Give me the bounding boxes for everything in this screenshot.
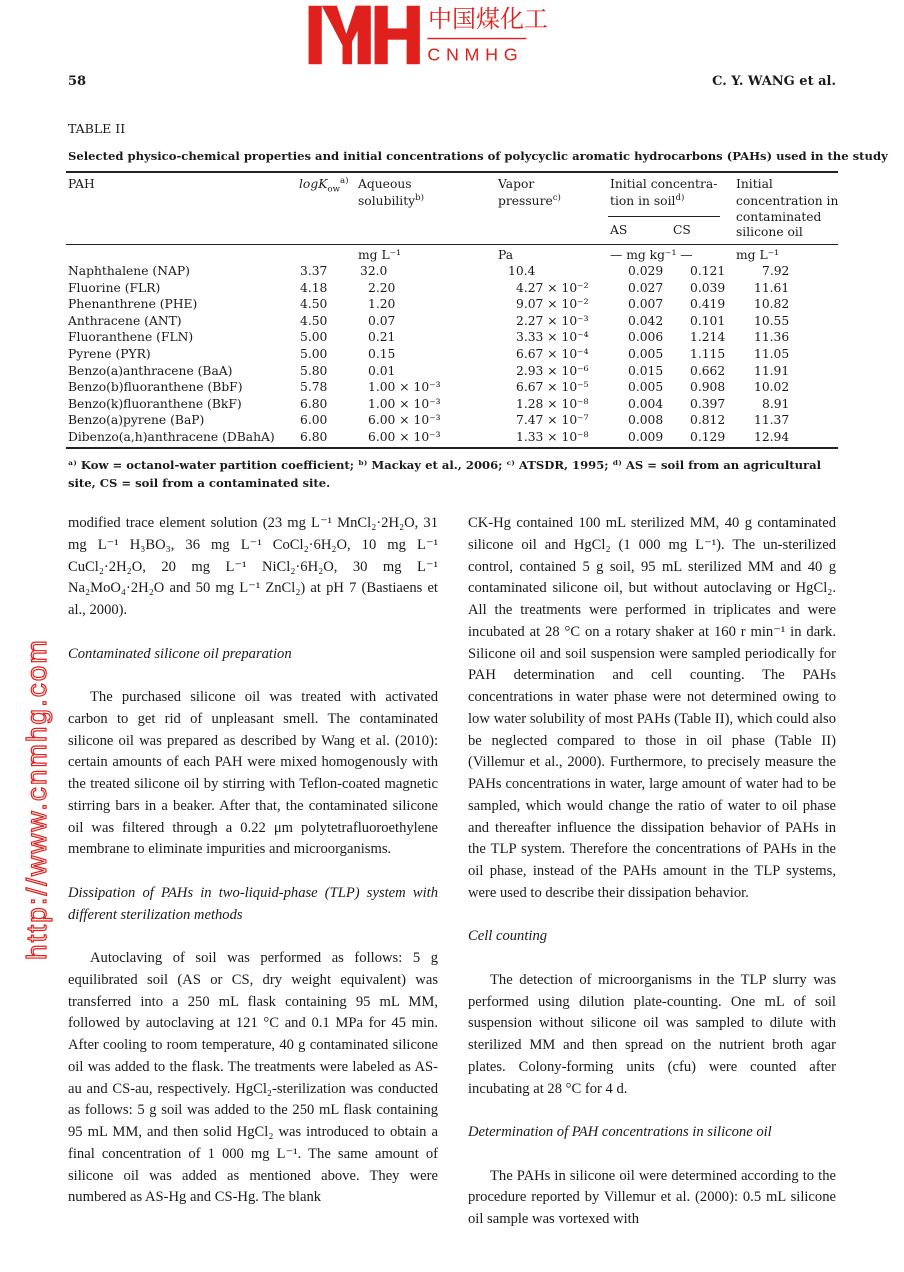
col-header-initial-soil (610, 176, 717, 210)
cell-as: 0.027 (628, 280, 664, 295)
paragraph: The detection of microorganisms in the TLP slurry was performed using dilution plate-counting. One mL of soil suspension without silicone oil was sampled to dilute with sterilized MM and then spread on the nutrient broth agar plates. Colony-forming units (cfu) were counted after incubating at 28 °C for 4 d. (468, 971, 836, 1097)
initial-oil-line-3: contaminated (736, 210, 822, 224)
logkow-sup: a) (339, 175, 349, 186)
running-author: C. Y. WANG et al. (712, 74, 836, 89)
cell-cs: 0.039 (690, 280, 726, 295)
cell-pah: Fluoranthene (FLN) (68, 330, 194, 345)
cell-oil: 10.82 (754, 297, 790, 312)
left-column (68, 513, 438, 1209)
vapor-sup: c) (552, 192, 561, 203)
cell-oil: 11.36 (754, 330, 790, 345)
cell-aq: 1.00 × 10⁻³ (368, 380, 441, 395)
table-footnote: ᵃ⁾ Kow = octanol-water partition coefficient; ᵇ⁾ Mackay et al., 2006; ᶜ⁾ ATSDR, 1995; ᵈ⁾ AS = soil from an agricultural site, CS = soil from a contaminated site. (68, 458, 822, 490)
cell-pah: Benzo(b)fluoranthene (BbF) (68, 380, 243, 395)
cell-vp: 1.33 × 10⁻⁸ (516, 429, 589, 444)
cell-as: 0.009 (628, 429, 664, 444)
logo-chinese-text: 中国煤化工 (428, 5, 548, 33)
col-header-vapor (498, 176, 561, 210)
cell-as: 0.029 (628, 264, 664, 278)
cell-cs: 0.397 (690, 396, 726, 411)
table-row (66, 313, 822, 330)
paragraph: The purchased silicone oil was treated with activated carbon to get rid of unpleasant smell. The contaminated silicone oil was prepared as described by Wang et al. (2010): certain amounts of each PAH were mixed homogenously with the treated silicone oil by stirring with Teflon-coated magnetic stirring bars in a beaker. After that, the contaminated silicone oil was filtered through a 0.22 μm polytetrafluoroethylene membrane to eliminate impurities and microorganisms. (68, 689, 438, 858)
cell-vp: 2.27 × 10⁻³ (516, 313, 589, 328)
vapor-line-1: Vapor (498, 177, 535, 191)
cell-aq: 0.21 (368, 330, 396, 345)
cell-logkow: 4.50 (300, 313, 328, 328)
col-header-as: AS (610, 223, 628, 237)
cell-cs: 0.812 (690, 413, 726, 428)
paragraph: The PAHs in silicone oil were determined according to the procedure reported by Villemur et al. (2000): 0.5 mL silicone oil sample was vortexed with (468, 1167, 836, 1227)
vapor-label: pressure (498, 194, 553, 208)
cell-aq: 1.00 × 10⁻³ (368, 396, 441, 411)
cell-oil: 7.92 (762, 264, 790, 278)
section-heading: Cell counting (468, 928, 548, 945)
table-row (66, 429, 822, 446)
cell-oil: 11.37 (754, 413, 790, 428)
cell-vp: 9.07 × 10⁻² (516, 297, 589, 312)
cell-pah: Benzo(a)anthracene (BaA) (68, 363, 233, 378)
initial-soil-label: tion in soil (610, 194, 676, 208)
url-watermark (0, 0, 60, 1272)
cell-cs: 0.908 (690, 380, 726, 395)
cell-oil: 11.91 (754, 363, 790, 378)
logkow-sub: ow (327, 184, 340, 195)
table-row (66, 263, 822, 280)
cell-pah: Benzo(a)pyrene (BaP) (68, 413, 205, 428)
table-row (66, 363, 822, 380)
cell-logkow: 5.80 (300, 363, 328, 378)
cell-vp: 6.67 × 10⁻⁵ (516, 380, 589, 395)
col-header-initial-oil (736, 176, 838, 240)
paragraph: modified trace element solution (23 mg L⁻¹ MnCl₂·2H₂O, 31 mg L⁻¹ H₃BO₃, 36 mg L⁻¹ CoCl₂·6H₂O, 10 mg L⁻¹ CuCl₂·2H₂O, 20 mg L⁻¹ NiCl₂·6H₂O, 30 mg L⁻¹ Na₂MoO₄·2H₂O and 50 mg L⁻¹ ZnCl₂) at pH 7 (Bastiaens et al., 2000). (68, 515, 438, 618)
cell-pah: Dibenzo(a,h)anthracene (DBahA) (68, 429, 275, 444)
svg-text:http://www.cnmhg.com: http://www.cnmhg.com (21, 638, 52, 960)
logkow-label: logK (299, 177, 328, 191)
table-row (66, 296, 822, 313)
cell-logkow: 5.00 (300, 346, 328, 361)
cell-as: 0.005 (628, 346, 664, 361)
cell-cs: 0.129 (690, 429, 726, 444)
col-header-aqueous (358, 176, 424, 210)
col-header-logkow (299, 176, 348, 193)
col-header-cs: CS (673, 223, 691, 237)
cell-logkow: 5.00 (300, 330, 328, 345)
svg-text:CNMHG: CNMHG (427, 44, 524, 65)
paragraph: CK-Hg contained 100 mL sterilized MM, 40 g contaminated silicone oil and HgCl₂ (1 000 mg L⁻¹). The un-sterilized control, contained 5 g soil, 95 mL sterilized MM and 40 g contaminated silicone oil, but without autoclaving or HgCl₂. All the treatments were performed in triplicates and were incubated at 28 °C on a rotary shaker at 160 r min⁻¹ in dark. Silicone oil and soil suspension were sampled periodically for PAH determination and cell counting. The PAHs concentrations in water phase were not determined owing to low water solubility of most PAHs (Table II), which could also be neglected compared to those in oil phase (Table II) (Villemur et al., 2000). Furthermore, to precisely measure the PAHs concentrations in water, large amount of water had to be sampled, which would change the ratio of water to oil phase and thereafter influence the dissipation behavior of PAHs in the TLP system. Therefore the concentrations of PAHs in the oil phase, instead of the PAHs amount in the TLP systems, were used to describe their dissipation behavior. (468, 515, 836, 901)
section-heading: Determination of PAH concentrations in silicone oil (468, 1124, 772, 1140)
cell-logkow: 6.80 (300, 429, 328, 444)
aqueous-line-1: Aqueous (358, 177, 412, 191)
cell-logkow: 6.80 (300, 396, 328, 411)
cell-as: 0.005 (628, 380, 664, 395)
cell-pah: Pyrene (PYR) (68, 346, 151, 361)
cell-aq: 32.0 (360, 264, 388, 278)
paragraph: Autoclaving of soil was performed as follows: 5 g equilibrated soil (AS or CS, dry weight equivalent) was transferred into a 250 mL flask containing 95 mL MM, followed by autoclaving at 121 °C and 0.1 MPa for 45 min. After cooling to room temperature, 40 g contaminated silicone oil was added to the flask. The treatments were labeled as AS-au and CS-au, respectively. HgCl₂-sterilization was conducted as follows: 5 g soil was added to the 250 mL flask containing 95 mL MM, and then solid HgCl₂ was introduced to obtain a final concentration of 1 000 mg L⁻¹. The same amount of silicone oil was added as mentioned above. They were numbered as AS-Hg and CS-Hg. The blank (68, 950, 438, 1206)
table-bottom-rule (66, 447, 838, 449)
table-header-rule (66, 244, 838, 245)
cell-pah: Naphthalene (NAP) (68, 264, 190, 278)
cell-oil: 11.61 (754, 280, 790, 295)
aqueous-line-2 (358, 193, 424, 210)
cell-vp: 10.4 (508, 264, 536, 278)
cell-as: 0.015 (628, 363, 664, 378)
table-row (66, 329, 822, 346)
col-header-pah: PAH (68, 177, 95, 191)
cell-cs: 1.115 (690, 346, 726, 361)
cell-aq: 6.00 × 10⁻³ (368, 413, 441, 428)
cell-aq: 6.00 × 10⁻³ (368, 429, 441, 444)
cell-cs: 1.214 (690, 330, 726, 345)
cell-oil: 11.05 (754, 346, 790, 361)
cell-aq: 2.20 (368, 280, 396, 295)
cell-as: 0.007 (628, 297, 664, 312)
section-heading: Contaminated silicone oil preparation (68, 645, 292, 662)
table-row (66, 396, 822, 413)
soil-header-rule (608, 216, 720, 217)
initial-soil-line-1: Initial concentra- (610, 177, 718, 191)
table-row (66, 379, 822, 396)
unit-vapor: Pa (498, 248, 514, 262)
cell-cs: 0.121 (690, 264, 726, 278)
aqueous-label: solubility (358, 194, 416, 208)
unit-oil: mg L⁻¹ (736, 248, 780, 262)
vapor-line-2 (498, 193, 561, 210)
cell-logkow: 6.00 (300, 413, 328, 428)
cell-logkow: 4.50 (300, 297, 328, 312)
cell-cs: 0.101 (690, 313, 726, 328)
initial-oil-line-4: silicone oil (736, 225, 803, 239)
cell-vp: 3.33 × 10⁻⁴ (516, 330, 589, 345)
initial-oil-line-1: Initial (736, 177, 773, 191)
cell-pah: Anthracene (ANT) (68, 313, 182, 328)
table-caption: Selected physico-chemical properties and initial concentrations of polycyclic aromatic hydrocarbons (PAHs) used in the study (68, 149, 888, 163)
cell-aq: 0.15 (368, 346, 396, 361)
cell-as: 0.042 (628, 313, 664, 328)
cell-vp: 2.93 × 10⁻⁶ (516, 363, 589, 378)
section-heading: Dissipation of PAHs in two-liquid-phase (TLP) system with different sterilization methods (68, 884, 438, 923)
cell-logkow: 3.37 (300, 264, 328, 278)
cell-pah: Fluorine (FLR) (68, 280, 161, 295)
cell-cs: 0.662 (690, 363, 726, 378)
cnmhg-logo (300, 2, 600, 68)
cell-aq: 0.07 (368, 313, 396, 328)
cell-pah: Phenanthrene (PHE) (68, 297, 198, 312)
cell-oil: 10.02 (754, 380, 790, 395)
page-number: 58 (68, 74, 87, 89)
cell-as: 0.004 (628, 396, 664, 411)
initial-oil-line-2: concentration in (736, 194, 839, 208)
cell-vp: 1.28 × 10⁻⁸ (516, 396, 589, 411)
cell-aq: 0.01 (368, 363, 396, 378)
cell-as: 0.008 (628, 413, 664, 428)
initial-soil-line-2 (610, 193, 717, 210)
unit-aqueous: mg L⁻¹ (358, 248, 402, 262)
cell-aq: 1.20 (368, 297, 396, 312)
table-label: TABLE II (68, 121, 126, 136)
cell-as: 0.006 (628, 330, 664, 345)
cell-pah: Benzo(k)fluoranthene (BkF) (68, 396, 242, 411)
cell-cs: 0.419 (690, 297, 726, 312)
cell-logkow: 4.18 (300, 280, 328, 295)
right-column (468, 513, 836, 1231)
cell-oil: 12.94 (754, 429, 790, 444)
table-row (66, 346, 822, 363)
cell-vp: 4.27 × 10⁻² (516, 280, 589, 295)
cell-logkow: 5.78 (300, 380, 328, 395)
initial-soil-sup: d) (675, 192, 685, 203)
pah-table (66, 263, 822, 446)
cell-vp: 7.47 × 10⁻⁷ (516, 413, 589, 428)
unit-soil: — mg kg⁻¹ — (610, 248, 693, 262)
table-row (66, 280, 822, 297)
cell-vp: 6.67 × 10⁻⁴ (516, 346, 589, 361)
table-top-rule (66, 171, 838, 173)
cell-oil: 8.91 (762, 396, 790, 411)
table-row (66, 412, 822, 429)
aqueous-sup: b) (415, 192, 425, 203)
cell-oil: 10.55 (754, 313, 790, 328)
